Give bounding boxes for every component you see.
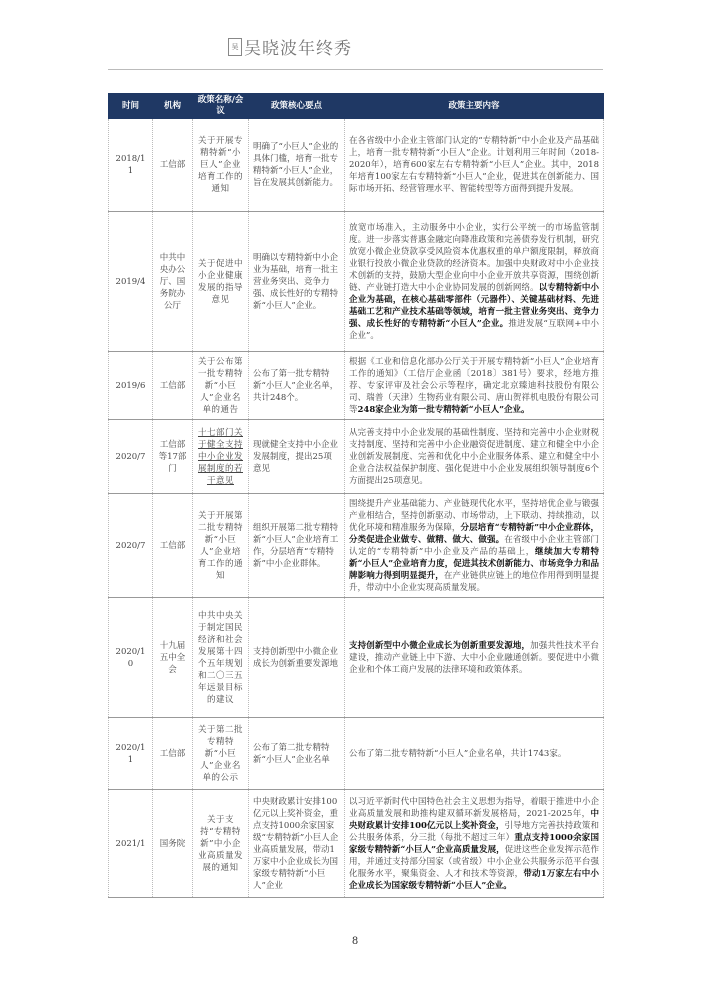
column-header-content: 政策主要内容	[345, 94, 604, 119]
content-text: 加强共性技术平台建设，推动产业链上中下游、大中小企业融通创新。要促进中小微企业和个体工商户发展的法律环境和政策体系。	[349, 640, 599, 675]
content-highlight: 支持创新型中小微企业成长为创新重要发源地，	[349, 640, 531, 651]
content-highlight: 以专精特新中小企业为基础，在核心基础零部件（元器件）、关键基础材料、先进基础工艺和产业技术基础等领域，培育一批主营业务突出、竞争力强、成长性好的专精特新“小巨人”企业。	[349, 282, 599, 329]
row-key-points: 明确了“小巨人”企业的具体门槛，培育一批专精特新“小巨人”企业，旨在发展其创新能力。	[249, 119, 345, 212]
table-row	[109, 420, 604, 494]
row-date: 2020/11	[109, 718, 153, 790]
row-policy-name: 关于开展第二批专精特新“小巨人”企业培育工作的通知	[193, 494, 249, 598]
table-row	[109, 790, 604, 898]
policy-table	[108, 93, 604, 898]
row-org: 工信部	[153, 494, 193, 598]
content-highlight: 分层培育“专精特新”中小企业群体，分类促进企业做专、做精、做大、做强。	[349, 522, 599, 545]
row-policy-name: 关于开展专精特新“小巨人”企业培育工作的通知	[193, 119, 249, 212]
row-policy-name: 关于第二批专精特新“小巨人”企业名单的公示	[193, 718, 249, 790]
brand-logo-icon: 吴	[228, 38, 242, 56]
table-row	[109, 352, 604, 420]
column-header-name: 政策名称/会议	[193, 94, 249, 119]
row-date: 2019/6	[109, 352, 153, 420]
content-text: 围绕提升产业基础能力、产业链现代化水平，坚持培优企业与锻强产业相结合，坚持创新驱动、市场带动，上下联动、持续推动，以优化环境和精准服务为保障，	[349, 498, 599, 533]
row-date: 2021/1	[109, 790, 153, 898]
row-key-points: 现就健全支持中小企业发展制度，提出25项意见	[249, 420, 345, 494]
content-text: 在产业链供应链上的地位作用得到明显提升，带动中小企业实现高质量发展。	[349, 570, 599, 593]
table-header-row	[109, 94, 604, 119]
header-divider	[108, 69, 603, 70]
row-content: 从完善支持中小企业发展的基础性制度、坚持和完善中小企业财税支持制度、坚持和完善中小企业融资促进制度、建立和健全中小企业创新发展制度、完善和优化中小企业服务体系、建立和健全中小企业合法权益保护制度、强化促进中小企业发展组织领导制度6个方面提出25项意见。	[345, 420, 604, 494]
row-date: 2020/7	[109, 420, 153, 494]
table-row	[109, 718, 604, 790]
row-date: 2019/4	[109, 212, 153, 352]
page-header	[0, 28, 710, 68]
row-content	[345, 494, 604, 598]
table-row	[109, 598, 604, 718]
content-text: 引导地方完善扶持政策和公共服务体系，分三批（每批不超过三年）	[349, 820, 599, 843]
brand-title: 吴晓波年终秀	[244, 39, 352, 59]
content-text: 放宽市场准入，主动服务中小企业，实行公平统一的市场监管制度。进一步落实普惠金融定向降准政策和完善债券发行机制，研究放宽小微企业贷款享受风险资本优惠权重的单户额度限制，释放商业银行投放小微企业贷款的经济资本。加强中央财政对中小企业技术创新的支持，鼓励大型企业向中小企业开放共享资源，围绕创新链、产业链打造大中小企业协同发展的创新网络。	[349, 222, 599, 293]
row-org: 工信部	[153, 718, 193, 790]
content-highlight: 重点支持1000余家国家级专精特新“小巨人”企业高质量发展，	[349, 832, 599, 855]
row-content	[345, 352, 604, 420]
row-policy-name: 关于促进中小企业健康发展的指导意见	[193, 212, 249, 352]
row-date: 2018/11	[109, 119, 153, 212]
row-key-points: 公布了第一批专精特新“小巨人”企业名单，共计248个。	[249, 352, 345, 420]
row-policy-name: 十七部门关于健全支持中小企业发展制度的若干意见	[193, 420, 249, 494]
row-key-points: 支持创新型中小微企业成长为创新重要发源地	[249, 598, 345, 718]
content-highlight: 248家企业为第一批专精特新“小巨人”企业。	[357, 404, 530, 415]
content-text: 推进发展“互联网+中小企业”。	[349, 318, 600, 341]
row-key-points: 公布了第二批专精特新“小巨人”企业名单	[249, 718, 345, 790]
row-key-points: 明确以专精特新中小企业为基础，培育一批主营业务突出、竞争力强、成长性好的专精特新“小巨人”企业。	[249, 212, 345, 352]
content-highlight: 带动1万家左右中小企业成长为国家级专精特新“小巨人”企业。	[349, 868, 599, 891]
row-content	[345, 790, 604, 898]
row-content	[345, 598, 604, 718]
row-org: 国务院	[153, 790, 193, 898]
row-org: 工信部	[153, 352, 193, 420]
content-text: 根据《工业和信息化部办公厅关于开展专精特新“小巨人”企业培育工作的通知》（工信厅企业函〔2018〕381号）要求，经地方推荐、专家评审及社会公示等程序，确定北京臻迪科技股份有限公司、瑞普（天津）生物药业有限公司、唐山贺祥机电股份有限公司等	[349, 356, 599, 415]
row-content: 公布了第二批专精特新“小巨人”企业名单，共计1743家。	[345, 718, 604, 790]
row-key-points: 中央财政累计安排100亿元以上奖补资金，重点支持1000余家国家级“专精特新”小巨人企业高质量发展，带动1万家中小企业成长为国家级专精特新“小巨人”企业	[249, 790, 345, 898]
table-row	[109, 494, 604, 598]
row-org: 中共中央办公厅、国务院办公厅	[153, 212, 193, 352]
row-content: 在各省级中小企业主管部门认定的“专精特新”中小企业及产品基础上，培育一批专精特新“小巨人”企业。计划利用三年时间（2018-2020年），培育600家左右专精特新“小巨人”企业。其中，2018年培育100家左右专精特新“小巨人”企业，促进其在创新能力、国际市场开拓、经营管理水平、智能转型等方面得到提升发展。	[345, 119, 604, 212]
content-text: 促进这些企业发挥示范作用，并通过支持部分国家（或省级）中小企业公共服务示范平台强化服务水平，聚集资金、人才和技术等资源，	[349, 844, 599, 879]
table-row	[109, 119, 604, 212]
content-highlight: 中央财政累计安排100亿元以上奖补资金，	[349, 808, 599, 831]
row-org: 工信部	[153, 119, 193, 212]
column-header-date: 时间	[109, 94, 153, 119]
row-policy-name: 中共中央关于制定国民经济和社会发展第十四个五年规划和二〇三五年远景目标的建议	[193, 598, 249, 718]
row-date: 2020/10	[109, 598, 153, 718]
content-text: 在省级中小企业主管部门认定的“专精特新”中小企业及产品的基础上，	[349, 534, 599, 557]
row-date: 2020/7	[109, 494, 153, 598]
column-header-org: 机构	[153, 94, 193, 119]
content-highlight: 继续加大专精特新“小巨人”企业培育力度，促进其技术创新能力、市场竞争力和品牌影响力得到明显提升，	[349, 546, 599, 581]
row-policy-name: 关于公布第一批专精特新“小巨人”企业名单的通告	[193, 352, 249, 420]
table-row	[109, 212, 604, 352]
row-content	[345, 212, 604, 352]
row-policy-name: 关于支持“专精特新”中小企业高质量发展的通知	[193, 790, 249, 898]
column-header-points: 政策核心要点	[249, 94, 345, 119]
page-number: 8	[351, 936, 359, 947]
row-org: 工信部等17部门	[153, 420, 193, 494]
row-key-points: 组织开展第二批专精特新“小巨人”企业培育工作，分层培育“专精特新”中小企业群体。	[249, 494, 345, 598]
row-org: 十九届五中全会	[153, 598, 193, 718]
content-text: 以习近平新时代中国特色社会主义思想为指导，着眼于推进中小企业高质量发展和助推构建双循环新发展格局，2021-2025年，	[349, 796, 599, 819]
